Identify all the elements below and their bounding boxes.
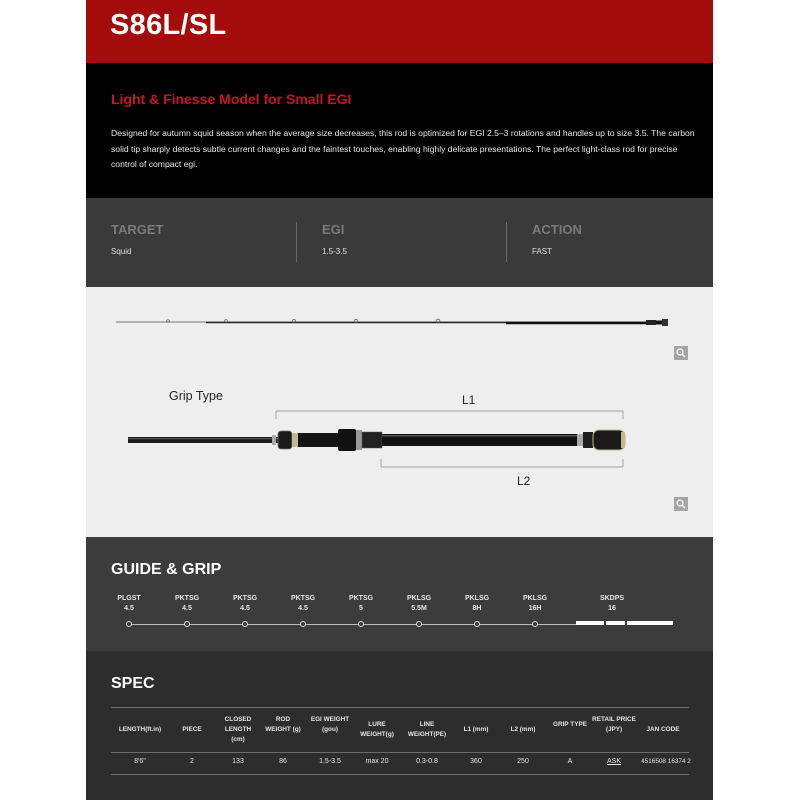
l1-label: L1 bbox=[462, 393, 476, 407]
rod-images-panel bbox=[86, 287, 713, 537]
spec-value-cell: 0.3-0.8 bbox=[416, 758, 438, 765]
spec-value-cell: 8'6" bbox=[134, 758, 146, 765]
product-page bbox=[86, 0, 713, 800]
grip-closeup-image[interactable] bbox=[128, 411, 625, 467]
guide-item: PKTSG 4.5 bbox=[174, 595, 200, 612]
grip-segment bbox=[576, 621, 604, 625]
guide-position-dot bbox=[184, 621, 190, 627]
spec-value-cell: 133 bbox=[232, 758, 244, 765]
grip-segment bbox=[627, 621, 673, 625]
guide-item: PKLSG 16H bbox=[522, 595, 548, 612]
spec-table-top-rule bbox=[111, 707, 689, 708]
target-label: TARGET bbox=[111, 222, 164, 237]
grip-type-label: Grip Type bbox=[169, 389, 223, 403]
guide-position-dot bbox=[532, 621, 538, 627]
guide-item: PKTSG 4.5 bbox=[290, 595, 316, 612]
spec-header-cell: LENGTH(ft.in) bbox=[118, 726, 162, 733]
spec-header-cell: JAN CODE bbox=[646, 726, 680, 733]
l2-label: L2 bbox=[517, 474, 531, 488]
guide-position-dot bbox=[300, 621, 306, 627]
guide-position-dot bbox=[474, 621, 480, 627]
intro-heading: Light & Finesse Model for Small EGI bbox=[111, 91, 352, 107]
retail-price-ask-link[interactable]: ASK bbox=[606, 758, 621, 765]
spec-header-cell: CLOSED LENGTH (cm) bbox=[224, 716, 252, 743]
zoom-button-grip[interactable] bbox=[674, 497, 688, 511]
magnifier-icon bbox=[674, 346, 688, 360]
grip-segment bbox=[606, 621, 625, 625]
full-rod-image[interactable] bbox=[116, 319, 668, 326]
grip-item: SKDPS 16 bbox=[599, 595, 625, 612]
target-value: Squid bbox=[111, 247, 132, 256]
zoom-button-rod[interactable] bbox=[674, 346, 688, 360]
spec-value-cell: 2 bbox=[190, 758, 194, 765]
page-title: S86L/SL bbox=[110, 9, 227, 41]
target-column bbox=[111, 222, 163, 256]
spec-section-title: SPEC bbox=[111, 675, 155, 692]
spec-table-header-rule bbox=[111, 752, 689, 753]
spec-value-cell: 250 bbox=[517, 758, 529, 765]
magnifier-icon bbox=[674, 497, 688, 511]
guide-item: PKTSG 4.5 bbox=[232, 595, 258, 612]
spec-value-cell: A bbox=[567, 758, 573, 765]
action-label: ACTION bbox=[532, 222, 582, 237]
guide-section-title: GUIDE & GRIP bbox=[111, 561, 222, 578]
target-row bbox=[86, 198, 713, 287]
guide-position-dot bbox=[416, 621, 422, 627]
divider bbox=[506, 222, 507, 262]
egi-column bbox=[322, 222, 347, 256]
intro-section bbox=[86, 63, 713, 198]
egi-label: EGI bbox=[322, 222, 345, 237]
spec-header-cell: L2 (mm) bbox=[510, 726, 536, 733]
spec-header-cell: L1 (mm) bbox=[463, 726, 489, 733]
guide-position-dot bbox=[126, 621, 132, 627]
guide-position-dot bbox=[358, 621, 364, 627]
spec-header-cell: ROD WEIGHT (g) bbox=[265, 716, 301, 733]
spec-header-cell: LINE WEIGHT(PE) bbox=[407, 721, 447, 738]
spec-header-cell: LURE WEIGHT(g) bbox=[360, 721, 394, 738]
guide-position-dot bbox=[242, 621, 248, 627]
guide-grip-section bbox=[86, 537, 713, 651]
rod-illustration bbox=[86, 287, 713, 537]
guide-item: PKTSG 5 bbox=[348, 595, 374, 612]
guide-item: PLGST 4.5 bbox=[117, 595, 141, 612]
spec-header-cell: PIECE bbox=[182, 726, 202, 733]
spec-table-bottom-rule bbox=[111, 774, 689, 775]
spec-header-cell: GRIP TYPE bbox=[553, 721, 587, 728]
guide-item: PKLSG 8H bbox=[464, 595, 490, 612]
spec-header-cell: EGI WEIGHT (gou) bbox=[310, 716, 350, 733]
spec-value-cell: 86 bbox=[279, 758, 287, 765]
intro-description: Designed for autumn squid season when the average size decreases, this rod is optimized for EGI 2.5–3 rotations and handles up to size 3.5. The carbon solid tip sharply detects subtle current changes and the faintest touches, enabling highly delicate presentations. The perfect light-class rod for precise control of compact egi. bbox=[111, 128, 695, 169]
spec-value-cell: 1.5-3.5 bbox=[319, 758, 341, 765]
spec-value-cell: 360 bbox=[470, 758, 482, 765]
action-value: FAST bbox=[532, 247, 553, 256]
spec-value-cell: max 20 bbox=[365, 758, 389, 765]
spec-value-cell: 4516508 16374 2 bbox=[641, 758, 691, 765]
spec-section bbox=[86, 651, 713, 800]
egi-value: 1.5-3.5 bbox=[322, 247, 347, 256]
guide-layout-line bbox=[127, 624, 577, 625]
spec-header-cell: RETAIL PRICE (JPY) bbox=[592, 716, 636, 733]
guide-item: PKLSG 5.5M bbox=[406, 595, 432, 612]
title-banner bbox=[86, 0, 713, 63]
divider bbox=[296, 222, 297, 262]
action-column bbox=[532, 222, 582, 256]
